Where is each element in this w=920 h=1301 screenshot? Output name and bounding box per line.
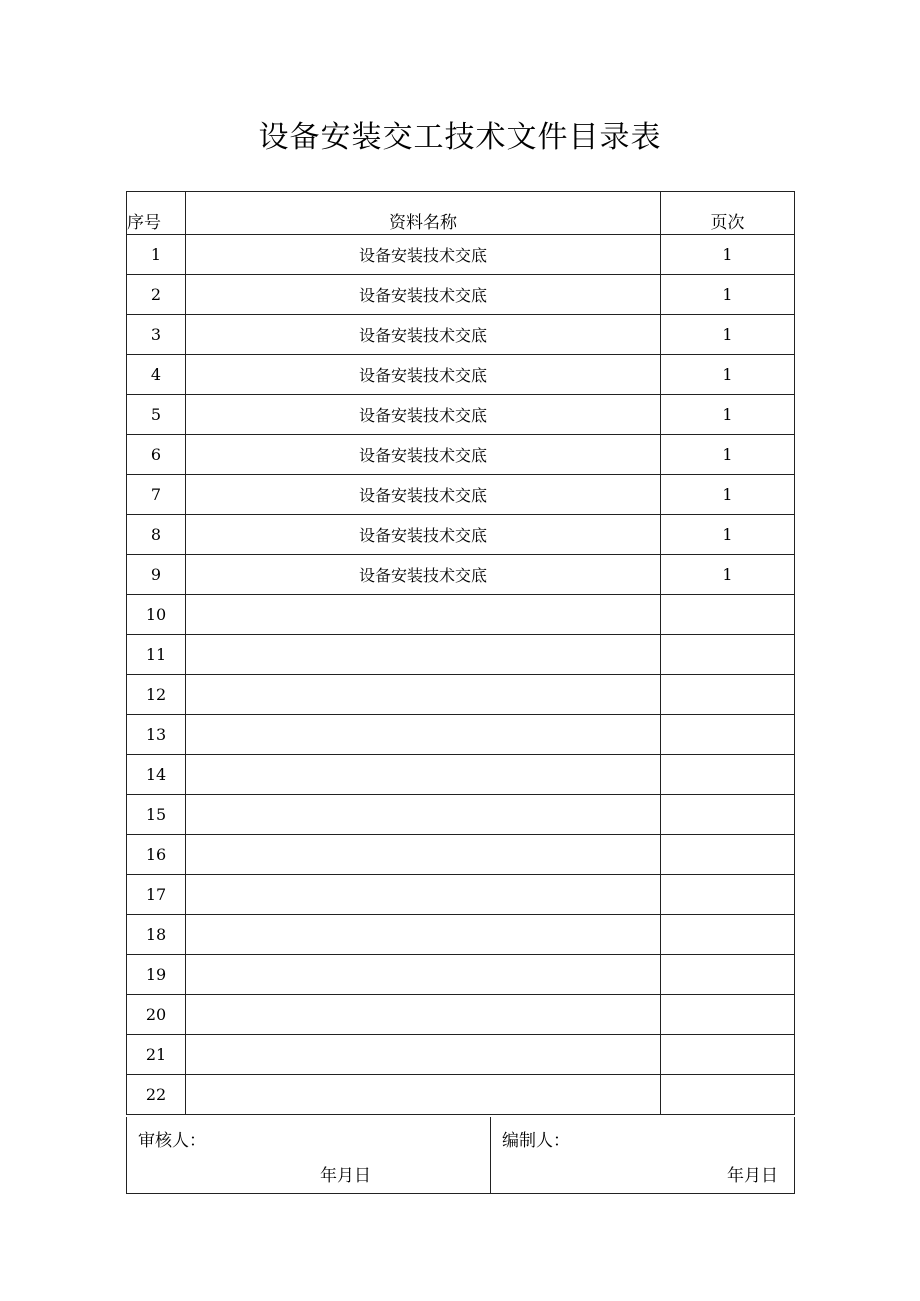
row-page-count xyxy=(661,635,795,675)
row-page-count: 1 xyxy=(661,395,795,435)
row-document-name: 设备安装技术交底 xyxy=(186,235,661,275)
row-document-name xyxy=(186,715,661,755)
row-page-count: 1 xyxy=(661,515,795,555)
table-row xyxy=(127,395,795,435)
row-document-name xyxy=(186,595,661,635)
row-page-count: 1 xyxy=(661,555,795,595)
row-page-count xyxy=(661,715,795,755)
header-serial-number: 序号 xyxy=(127,192,186,235)
row-page-count: 1 xyxy=(661,275,795,315)
table-row xyxy=(127,235,795,275)
row-serial-number: 12 xyxy=(127,675,186,715)
row-document-name xyxy=(186,955,661,995)
row-serial-number: 13 xyxy=(127,715,186,755)
row-serial-number: 16 xyxy=(127,835,186,875)
row-document-name: 设备安装技术交底 xyxy=(186,475,661,515)
signature-table xyxy=(126,1117,795,1194)
row-serial-number: 9 xyxy=(127,555,186,595)
table-row xyxy=(127,355,795,395)
row-page-count xyxy=(661,875,795,915)
row-serial-number: 17 xyxy=(127,875,186,915)
row-page-count xyxy=(661,915,795,955)
row-page-count: 1 xyxy=(661,355,795,395)
table-row xyxy=(127,995,795,1035)
compiler-cell xyxy=(491,1117,795,1194)
row-serial-number: 6 xyxy=(127,435,186,475)
row-page-count xyxy=(661,1035,795,1075)
document-title: 设备安装交工技术文件目录表 xyxy=(258,120,662,155)
row-serial-number: 21 xyxy=(127,1035,186,1075)
table-row xyxy=(127,635,795,675)
table-header-row xyxy=(127,192,795,235)
row-page-count xyxy=(661,595,795,635)
row-serial-number: 5 xyxy=(127,395,186,435)
row-serial-number: 10 xyxy=(127,595,186,635)
row-page-count xyxy=(661,1075,795,1115)
table-row xyxy=(127,275,795,315)
table-row xyxy=(127,595,795,635)
row-page-count: 1 xyxy=(661,475,795,515)
table-row xyxy=(127,475,795,515)
table-row xyxy=(127,875,795,915)
row-document-name xyxy=(186,755,661,795)
row-serial-number: 2 xyxy=(127,275,186,315)
row-page-count: 1 xyxy=(661,315,795,355)
row-page-count xyxy=(661,835,795,875)
header-page-count: 页次 xyxy=(661,192,795,235)
table-row xyxy=(127,315,795,355)
row-document-name: 设备安装技术交底 xyxy=(186,275,661,315)
row-serial-number: 3 xyxy=(127,315,186,355)
row-page-count: 1 xyxy=(661,235,795,275)
table-row xyxy=(127,955,795,995)
row-serial-number: 20 xyxy=(127,995,186,1035)
row-document-name: 设备安装技术交底 xyxy=(186,395,661,435)
row-document-name xyxy=(186,635,661,675)
reviewer-cell xyxy=(127,1117,491,1194)
signature-row xyxy=(127,1117,795,1194)
compiler-label: 编制人： xyxy=(502,1131,570,1151)
catalog-body xyxy=(127,235,795,1115)
row-document-name xyxy=(186,835,661,875)
table-row xyxy=(127,1035,795,1075)
table-row xyxy=(127,835,795,875)
table-row xyxy=(127,1075,795,1115)
table-row xyxy=(127,435,795,475)
row-document-name: 设备安装技术交底 xyxy=(186,355,661,395)
row-serial-number: 22 xyxy=(127,1075,186,1115)
row-document-name xyxy=(186,915,661,955)
row-serial-number: 19 xyxy=(127,955,186,995)
row-document-name xyxy=(186,795,661,835)
row-page-count xyxy=(661,755,795,795)
row-document-name xyxy=(186,1075,661,1115)
row-document-name: 设备安装技术交底 xyxy=(186,515,661,555)
row-page-count xyxy=(661,955,795,995)
row-document-name xyxy=(186,875,661,915)
reviewer-date: 年月日 xyxy=(320,1166,371,1186)
row-serial-number: 14 xyxy=(127,755,186,795)
row-serial-number: 1 xyxy=(127,235,186,275)
row-page-count xyxy=(661,675,795,715)
row-serial-number: 4 xyxy=(127,355,186,395)
table-row xyxy=(127,915,795,955)
table-row xyxy=(127,795,795,835)
row-document-name: 设备安装技术交底 xyxy=(186,555,661,595)
row-page-count xyxy=(661,995,795,1035)
row-serial-number: 15 xyxy=(127,795,186,835)
row-serial-number: 8 xyxy=(127,515,186,555)
row-document-name xyxy=(186,675,661,715)
row-document-name: 设备安装技术交底 xyxy=(186,315,661,355)
row-page-count xyxy=(661,795,795,835)
row-serial-number: 18 xyxy=(127,915,186,955)
row-document-name xyxy=(186,1035,661,1075)
row-document-name: 设备安装技术交底 xyxy=(186,435,661,475)
row-serial-number: 7 xyxy=(127,475,186,515)
compiler-date: 年月日 xyxy=(727,1166,778,1186)
row-serial-number: 11 xyxy=(127,635,186,675)
table-row xyxy=(127,555,795,595)
reviewer-label: 审核人： xyxy=(138,1131,206,1151)
header-document-name: 资料名称 xyxy=(186,192,661,235)
table-row xyxy=(127,755,795,795)
row-document-name xyxy=(186,995,661,1035)
catalog-table xyxy=(126,191,795,1115)
row-page-count: 1 xyxy=(661,435,795,475)
table-row xyxy=(127,675,795,715)
table-row xyxy=(127,515,795,555)
table-row xyxy=(127,715,795,755)
